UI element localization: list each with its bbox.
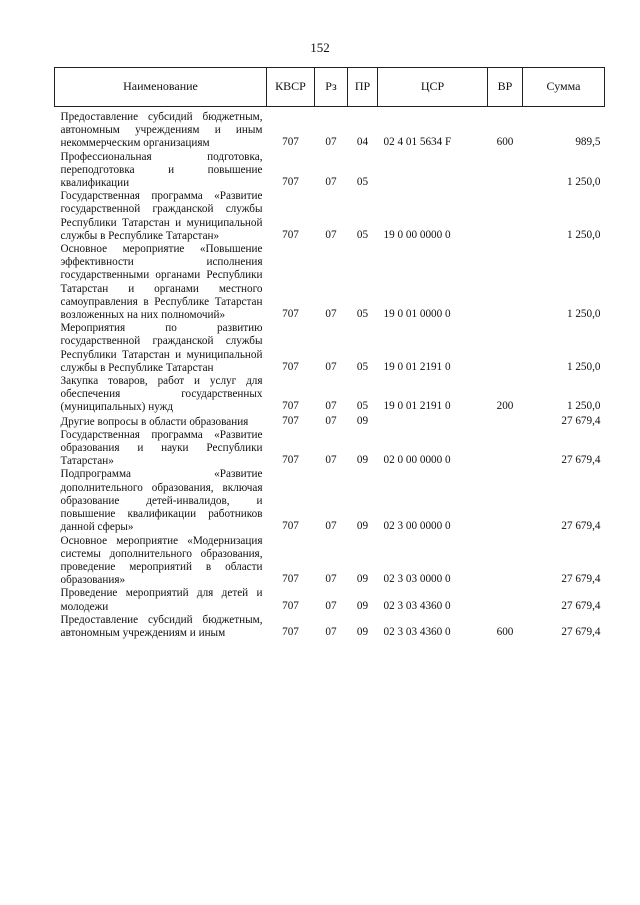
row-vr — [488, 243, 523, 322]
row-pr: 05 — [356, 176, 369, 189]
row-rz: 07 — [325, 599, 337, 612]
row-pr: 05 — [356, 228, 369, 241]
row-sum: 27 679,4 — [561, 625, 601, 638]
column-header-rz: Рз — [315, 68, 348, 107]
row-rz: 07 — [325, 360, 337, 373]
column-header-csr: ЦСР — [378, 68, 488, 107]
row-pr: 09 — [356, 599, 369, 612]
row-csr: 02 0 00 0000 0 — [383, 454, 451, 467]
row-rz: 07 — [325, 308, 337, 321]
row-sum: 1 250,0 — [566, 360, 601, 373]
row-vr — [488, 429, 523, 469]
row-kvsr: 707 — [282, 573, 299, 586]
row-name: Закупка товаров, работ и услуг для обеспечения государственных (муниципальных) нужд — [60, 375, 263, 414]
column-header-sum: Сумма — [523, 68, 605, 107]
row-sum: 1 250,0 — [566, 308, 601, 321]
row-pr: 09 — [356, 520, 369, 533]
row-vr — [488, 535, 523, 588]
row-sum: 27 679,4 — [561, 454, 601, 467]
row-pr: 05 — [356, 308, 369, 321]
row-csr: 19 0 00 0000 0 — [383, 228, 451, 241]
row-sum: 989,5 — [575, 136, 601, 149]
row-rz: 07 — [325, 400, 337, 413]
row-vr — [488, 190, 523, 243]
row-kvsr: 707 — [282, 228, 299, 241]
column-header-vr: ВР — [488, 68, 523, 107]
row-csr: 19 0 01 2191 0 — [383, 400, 451, 413]
row-sum: 1 250,0 — [566, 176, 601, 189]
row-vr — [488, 415, 523, 429]
column-header-kvsr: КВСР — [267, 68, 315, 107]
row-name: Предоставление субсидий бюджетным, автономным учреждениям и иным — [60, 613, 263, 639]
row-rz: 07 — [325, 573, 337, 586]
row-pr: 09 — [356, 414, 369, 427]
row-name: Государственная программа «Развитие государственной гражданской службы Республики Татарстан и муниципальной службы в Республике Татарстан» — [60, 190, 263, 242]
row-rz: 07 — [325, 176, 337, 189]
row-rz: 07 — [325, 454, 337, 467]
table-row — [55, 587, 605, 613]
table-header-row — [55, 68, 605, 107]
row-csr: 19 0 01 0000 0 — [383, 308, 451, 321]
table-row — [55, 468, 605, 534]
row-vr — [488, 468, 523, 534]
row-csr: 02 4 01 5634 F — [383, 136, 452, 149]
row-rz: 07 — [325, 136, 337, 149]
row-kvsr: 707 — [282, 308, 299, 321]
row-sum: 27 679,4 — [561, 414, 601, 427]
row-pr: 05 — [356, 400, 369, 413]
table-row — [55, 107, 605, 151]
row-vr: 200 — [496, 400, 514, 413]
table-row — [55, 322, 605, 375]
row-csr: 02 3 03 4360 0 — [383, 599, 451, 612]
row-sum: 27 679,4 — [561, 573, 601, 586]
row-vr — [488, 322, 523, 375]
row-sum: 1 250,0 — [566, 400, 601, 413]
column-header-name: Наименование — [55, 68, 267, 107]
row-name: Основное мероприятие «Повышение эффективности исполнения государственными органами Республики Татарстан и органами местного самоуправления в Республике Татарстан возложенных на них полномочий» — [60, 243, 263, 322]
row-name: Предоставление субсидий бюджетным, автономным учреждениям и иным некоммерческим организациям — [60, 111, 263, 150]
row-pr: 04 — [356, 136, 369, 149]
row-kvsr: 707 — [282, 454, 299, 467]
row-name: Основное мероприятие «Модернизация системы дополнительного образования, проведение мероприятий в области образования» — [60, 534, 263, 587]
row-name: Мероприятия по развитию государственной гражданской службы Республики Татарстан и муниципальной службы в Республике Татарстан — [60, 322, 263, 374]
table-row — [55, 375, 605, 415]
row-kvsr: 707 — [282, 414, 299, 427]
table-row — [55, 243, 605, 322]
row-pr: 09 — [356, 454, 369, 467]
row-kvsr: 707 — [282, 176, 299, 189]
row-vr: 600 — [496, 136, 514, 149]
row-csr: 02 3 03 0000 0 — [383, 573, 451, 586]
row-sum: 1 250,0 — [566, 228, 601, 241]
row-vr — [488, 587, 523, 613]
row-pr: 09 — [356, 625, 369, 638]
row-kvsr: 707 — [282, 625, 299, 638]
row-vr — [488, 151, 523, 191]
column-header-pr: ПР — [348, 68, 378, 107]
row-rz: 07 — [325, 228, 337, 241]
row-kvsr: 707 — [282, 599, 299, 612]
row-csr — [378, 151, 488, 191]
table-row — [55, 190, 605, 243]
table-row — [55, 151, 605, 191]
table-row — [55, 429, 605, 469]
row-csr: 19 0 01 2191 0 — [383, 360, 451, 373]
page-number: 152 — [310, 40, 330, 55]
row-csr — [378, 415, 488, 429]
row-pr: 05 — [356, 360, 369, 373]
row-kvsr: 707 — [282, 136, 299, 149]
row-rz: 07 — [325, 520, 337, 533]
row-rz: 07 — [325, 414, 337, 427]
row-sum: 27 679,4 — [561, 599, 601, 612]
row-name: Подпрограмма «Развитие дополнительного образования, включая образование детей-инвалидов, и повышение квалификации работников данной сферы» — [60, 468, 263, 534]
table-row — [55, 415, 605, 429]
row-pr: 09 — [356, 573, 369, 586]
budget-table — [54, 67, 605, 640]
row-csr: 02 3 03 4360 0 — [383, 625, 451, 638]
row-kvsr: 707 — [282, 400, 299, 413]
table-row — [55, 535, 605, 588]
row-kvsr: 707 — [282, 520, 299, 533]
row-sum: 27 679,4 — [561, 520, 601, 533]
row-csr: 02 3 00 0000 0 — [383, 520, 451, 533]
row-name: Государственная программа «Развитие образования и науки Республики Татарстан» — [60, 428, 263, 468]
row-vr: 600 — [496, 625, 514, 638]
row-name: Другие вопросы в области образования — [60, 415, 249, 428]
row-rz: 07 — [325, 625, 337, 638]
row-name: Проведение мероприятий для детей и молодежи — [60, 587, 263, 613]
row-name: Профессиональная подготовка, переподготовка и повышение квалификации — [60, 150, 263, 190]
row-kvsr: 707 — [282, 360, 299, 373]
table-row — [55, 614, 605, 640]
